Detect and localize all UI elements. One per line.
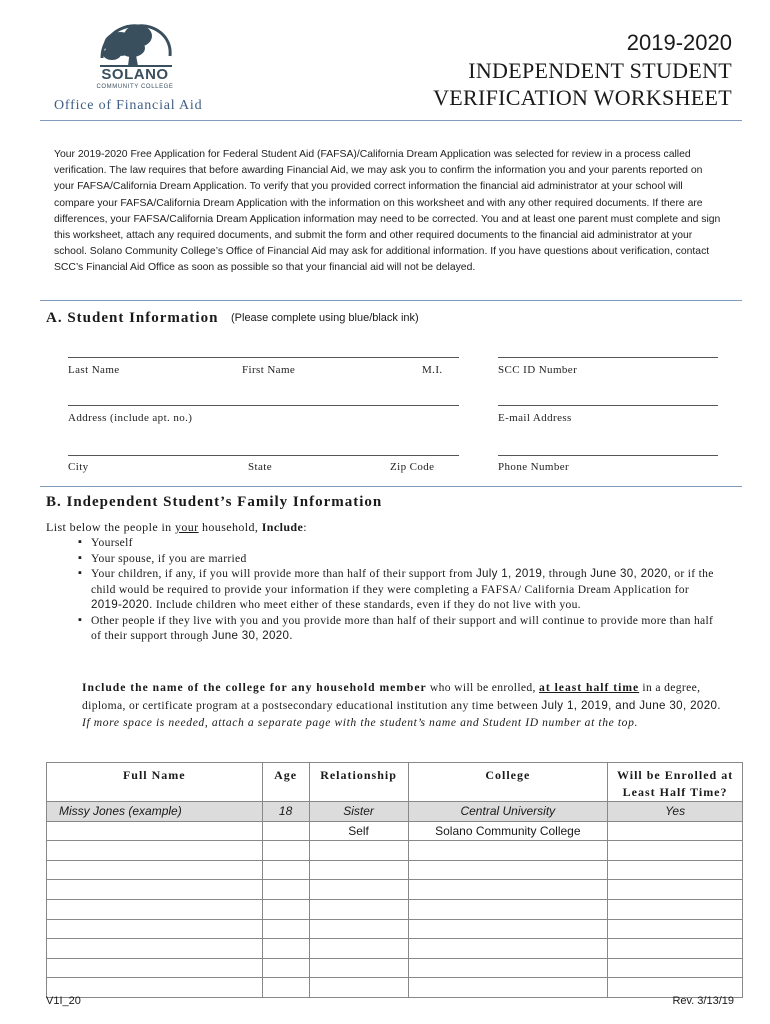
cell-college: Central University	[408, 802, 608, 822]
phone-line[interactable]	[498, 455, 718, 456]
col-relationship: Relationship	[309, 763, 408, 802]
list-item: ▪ Your children, if any, if you will provide more than half of their support from July 1, 2019, through June 30, 2020, or if the child would be required to provide your information if they were completing a FAFSA/ California Dream Application for 2019-2020. Include children who meet either of these standards, even if they do not live with you.	[78, 566, 718, 613]
zip-label: Zip Code	[390, 461, 435, 473]
cell-age[interactable]	[262, 899, 309, 919]
table-row	[47, 958, 743, 978]
city-line[interactable]	[68, 455, 459, 456]
table-row	[47, 821, 743, 841]
cell-age[interactable]	[262, 958, 309, 978]
table-row	[47, 880, 743, 900]
cell-age[interactable]	[262, 821, 309, 841]
table-row	[47, 978, 743, 998]
state-label: State	[248, 461, 272, 473]
cell-name[interactable]	[47, 919, 263, 939]
section-a-note: (Please complete using blue/black ink)	[231, 312, 419, 324]
household-intro: List below the people in your household, Include:	[46, 520, 307, 534]
cell-relationship[interactable]	[309, 899, 408, 919]
form-year: 2019-2020	[626, 30, 732, 55]
mi-label: M.I.	[422, 364, 443, 376]
cell-relationship[interactable]	[309, 958, 408, 978]
cell-half-time[interactable]	[608, 899, 743, 919]
table-row-example	[47, 802, 743, 822]
cell-half-time[interactable]	[608, 860, 743, 880]
cell-relationship[interactable]	[309, 860, 408, 880]
college-name: SOLANO	[101, 66, 169, 83]
cell-half-time: Yes	[608, 802, 743, 822]
college-subtitle: COMMUNITY COLLEGE	[96, 84, 174, 90]
table-row	[47, 919, 743, 939]
cell-college[interactable]	[408, 939, 608, 959]
table-header-row	[47, 763, 743, 802]
cell-name[interactable]	[47, 899, 263, 919]
col-age: Age	[262, 763, 309, 802]
form-title-line1: INDEPENDENT STUDENT	[468, 58, 732, 83]
cell-half-time[interactable]	[608, 958, 743, 978]
cell-age[interactable]	[262, 978, 309, 998]
include-instructions: Include the name of the college for any household member who will be enrolled, at least half time in a degree, diploma, or certificate program at a postsecondary educational institution any time between July 1, 2019, and June 30, 2020. If more space is needed, attach a separate page with the student’s name and Student ID number at the top.	[82, 681, 721, 729]
last-name-label: Last Name	[68, 364, 120, 376]
header-divider	[40, 120, 742, 121]
list-item: ▪ Your spouse, if you are married	[78, 551, 718, 567]
scc-id-label: SCC ID Number	[498, 364, 578, 376]
list-item: ▪ Other people if they live with you and you provide more than half of their support and will continue to provide more than half of their support through June 30, 2020.	[78, 613, 718, 644]
cell-name[interactable]	[47, 880, 263, 900]
cell-college[interactable]	[408, 841, 608, 861]
cell-name: Missy Jones (example)	[47, 802, 263, 822]
cell-relationship: Sister	[309, 802, 408, 822]
cell-name[interactable]	[47, 860, 263, 880]
phone-label: Phone Number	[498, 461, 570, 473]
cell-age[interactable]	[262, 841, 309, 861]
col-full-name: Full Name	[47, 763, 263, 802]
cell-age[interactable]	[262, 880, 309, 900]
list-item: ▪ Yourself	[78, 535, 718, 551]
form-code: V1I_20	[46, 995, 81, 1007]
cell-half-time[interactable]	[608, 919, 743, 939]
section-a-title: A. Student Information	[46, 310, 219, 326]
table-row	[47, 939, 743, 959]
cell-relationship[interactable]	[309, 939, 408, 959]
email-line[interactable]	[498, 405, 718, 406]
cell-college[interactable]	[408, 958, 608, 978]
city-label: City	[68, 461, 89, 473]
address-label: Address (include apt. no.)	[68, 412, 193, 424]
scc-id-line[interactable]	[498, 357, 718, 358]
cell-college[interactable]	[408, 919, 608, 939]
first-name-label: First Name	[242, 364, 296, 376]
cell-half-time[interactable]	[608, 821, 743, 841]
email-label: E-mail Address	[498, 412, 572, 424]
table-row	[47, 899, 743, 919]
household-bullets	[78, 535, 718, 644]
office-name: Office of Financial Aid	[54, 98, 203, 113]
col-college: College	[408, 763, 608, 802]
cell-college[interactable]	[408, 880, 608, 900]
cell-age[interactable]	[262, 919, 309, 939]
section-b-title: B. Independent Student’s Family Information	[46, 494, 383, 510]
table-row	[47, 860, 743, 880]
cell-relationship[interactable]	[309, 919, 408, 939]
cell-college[interactable]	[408, 860, 608, 880]
cell-relationship[interactable]	[309, 880, 408, 900]
cell-relationship[interactable]	[309, 978, 408, 998]
name-line[interactable]	[68, 357, 459, 358]
revision-date: Rev. 3/13/19	[672, 995, 734, 1007]
cell-relationship[interactable]	[309, 841, 408, 861]
cell-name[interactable]	[47, 841, 263, 861]
address-line[interactable]	[68, 405, 459, 406]
cell-name[interactable]	[47, 939, 263, 959]
cell-age: 18	[262, 802, 309, 822]
col-half-time: Will be Enrolled at Least Half Time?	[608, 763, 743, 802]
cell-half-time[interactable]	[608, 939, 743, 959]
cell-half-time[interactable]	[608, 841, 743, 861]
cell-college[interactable]: Solano Community College	[408, 821, 608, 841]
household-table	[46, 762, 743, 998]
table-row	[47, 841, 743, 861]
intro-paragraph: Your 2019-2020 Free Application for Federal Student Aid (FAFSA)/California Dream Application was selected for review in a process called verification. The law requires that before awarding Financial Aid, we may ask you to confirm the information you and your parents reported on your FAFSA/California Dream Application. To verify that you provided correct information the financial aid administrator at your school will compare your FAFSA/California Dream Application with the information on this worksheet and with any other required documents. If there are differences, your FAFSA/California Dream Application information may need to be corrected. You and at least one parent must complete and sign this worksheet, attach any required documents, and submit the form and other required documents to the financial aid administrator at your school. Solano Community College’s Office of Financial Aid may ask for additional information. If you have questions about verification, contact SCC’s Financial Aid Office as soon as possible so that your financial aid will not be delayed.	[54, 149, 721, 274]
cell-age[interactable]	[262, 860, 309, 880]
cell-college[interactable]	[408, 899, 608, 919]
cell-name[interactable]	[47, 958, 263, 978]
cell-name[interactable]	[47, 821, 263, 841]
section-a-divider	[40, 300, 742, 301]
cell-relationship[interactable]: Self	[309, 821, 408, 841]
form-title-line2: VERIFICATION WORKSHEET	[433, 85, 732, 110]
cell-college[interactable]	[408, 978, 608, 998]
cell-age[interactable]	[262, 939, 309, 959]
cell-half-time[interactable]	[608, 880, 743, 900]
section-b-divider	[40, 486, 742, 487]
